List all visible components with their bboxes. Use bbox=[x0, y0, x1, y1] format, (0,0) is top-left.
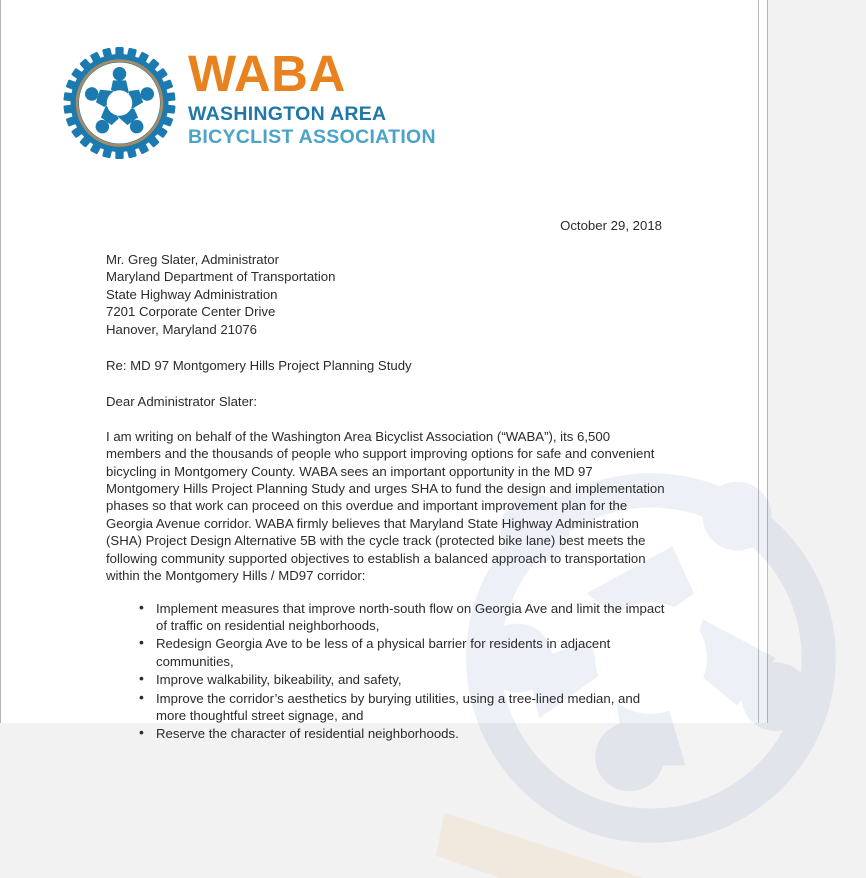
salutation: Dear Administrator Slater: bbox=[106, 394, 257, 410]
subject-line: Re: MD 97 Montgomery Hills Project Planning Study bbox=[106, 358, 412, 374]
logo-text-block bbox=[188, 44, 436, 149]
list-item: • Reserve the character of residential neighborhoods. bbox=[106, 725, 668, 742]
body-paragraph: I am writing on behalf of the Washington Area Bicyclist Association (“WABA”), its 6,500 members and the thousands of people who support improving options for safe and convenient bicycling in Montgomery County. WABA sees an important opportunity in the MD 97 Montgomery Hills Project Planning Study and urges SHA to fund the design and implementation phases so that work can proceed on this overdue and important improvement plan for the Georgia Avenue corridor. WABA firmly believes that Maryland State Highway Administration (SHA) Project Design Alternative 5B with the cycle track (protected bike lane) best meets the following community supported objectives to establish a balanced approach to transportation within the Montgomery Hills / MD97 corridor: bbox=[106, 428, 665, 584]
page-content-area bbox=[1, 0, 759, 742]
list-item: • Implement measures that improve north-south flow on Georgia Ave and limit the impact of traffic on residential neighborhoods, bbox=[106, 600, 668, 635]
letterhead bbox=[63, 44, 436, 162]
letter-body bbox=[106, 251, 668, 744]
waba-chainring-logo-icon bbox=[63, 44, 176, 162]
list-item: • Improve the corridor’s aesthetics by burying utilities, using a tree-lined median, and more thoughtful street signage, and bbox=[106, 690, 668, 725]
list-item: • Redesign Georgia Ave to be less of a physical barrier for residents in adjacent communities, bbox=[106, 635, 668, 670]
list-item: • Improve walkability, bikeability, and safety, bbox=[106, 671, 668, 688]
logo-tagline-line2: BICYCLIST ASSOCIATION bbox=[188, 126, 436, 148]
address-line: 7201 Corporate Center Drive bbox=[106, 304, 276, 320]
recipient-address-block bbox=[106, 251, 668, 338]
address-line: Hanover, Maryland 21076 bbox=[106, 321, 258, 337]
logo-tagline-line1: WASHINGTON AREA bbox=[188, 103, 387, 125]
objectives-list bbox=[106, 600, 668, 743]
address-line: Maryland Department of Transportation bbox=[106, 269, 336, 285]
address-line: State Highway Administration bbox=[106, 286, 278, 302]
logo-wordmark: WABA bbox=[188, 45, 346, 102]
address-line: Mr. Greg Slater, Administrator bbox=[106, 252, 279, 267]
letter-date: October 29, 2018 bbox=[560, 218, 662, 233]
